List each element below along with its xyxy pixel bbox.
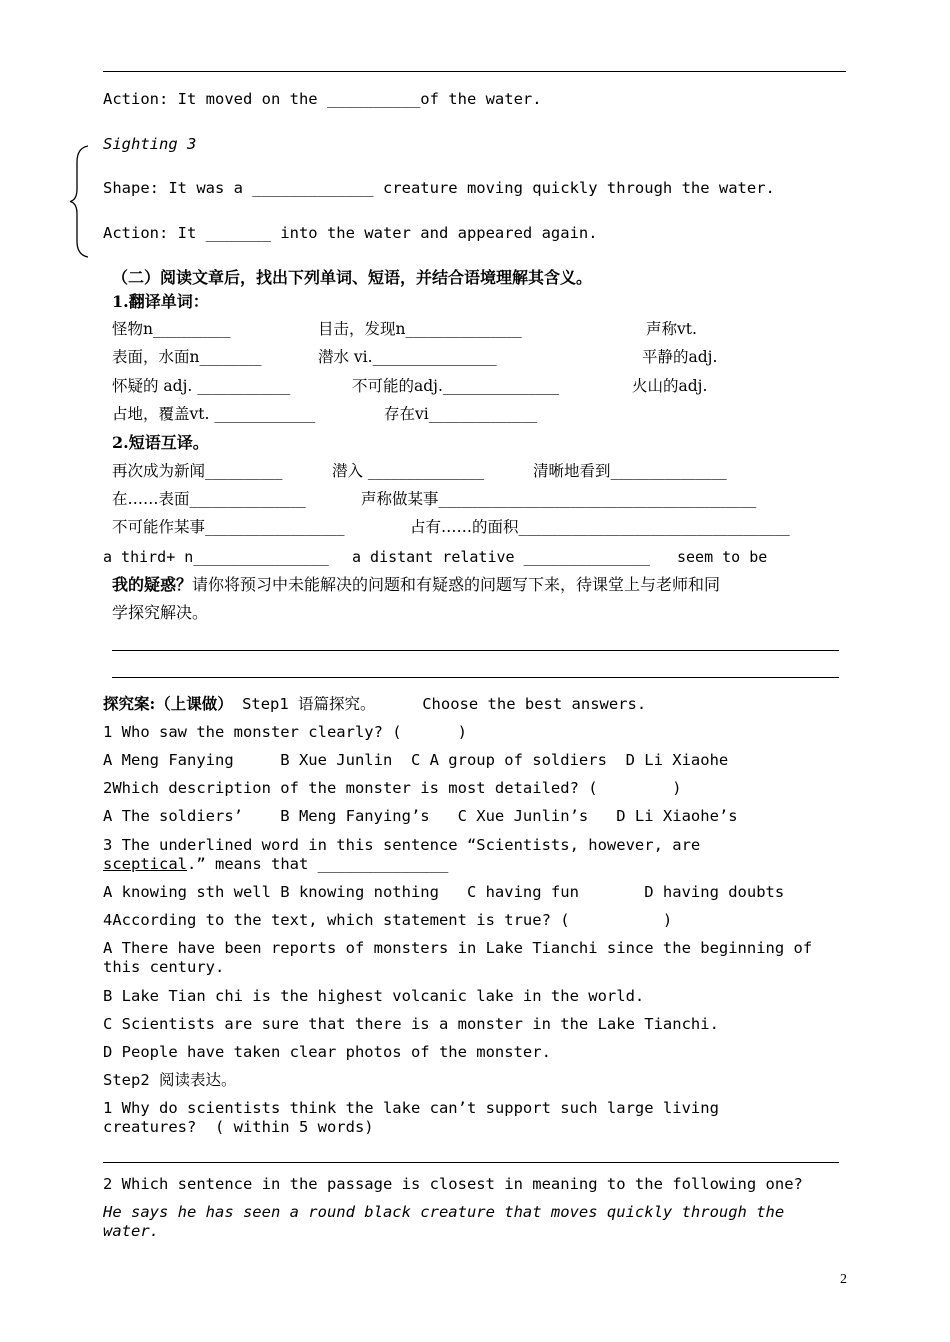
answer-rule <box>112 650 839 651</box>
phrase-cell: a third+ n_______________ <box>103 548 329 566</box>
question-3-line1: 3 The underlined word in this sentence “Scientists, however, are <box>103 836 701 854</box>
question-4-option-a: A There have been reports of monsters in Lake Tianchi since the beginning of <box>103 939 813 957</box>
question-2-options: A The soldiers’ B Meng Fanying’s C Xue Junlin’s D Li Xiaohe’s <box>103 807 738 825</box>
sighting3-title: Sighting 3 <box>103 135 197 153</box>
shape3-line: Shape: It was a _____________ creature moving quickly through the water. <box>103 179 775 197</box>
word-cell: 表面，水面n________ <box>112 348 262 366</box>
question-3-rest: .” means that ______________ <box>187 855 449 873</box>
top-rule <box>103 71 846 72</box>
doubt-bold: 我的疑惑？ <box>112 575 193 594</box>
words-title: 1.翻译单词： <box>112 292 209 311</box>
action3-line: Action: It _______ into the water and appeared again. <box>103 224 598 242</box>
phrase-cell: 在……表面_______________ <box>112 490 306 508</box>
phrase-cell: 声称做某事_________________________________________ <box>361 490 757 508</box>
word-cell: 声称vt. <box>646 320 697 338</box>
explore-heading-bold: 探究案:（上课做） <box>103 694 233 713</box>
question-4-option-a-cont: this century. <box>103 958 225 976</box>
doubt-line-2: 学探究解决。 <box>112 603 209 622</box>
part2-heading: （二）阅读文章后，找出下列单词、短语，并结合语境理解其含义。 <box>112 268 593 287</box>
step2-italic-sentence-cont: water. <box>103 1222 159 1240</box>
page-number: 2 <box>840 1272 847 1287</box>
word-cell: 目击，发现n_______________ <box>318 320 522 338</box>
question-3-line2 <box>103 854 448 874</box>
word-cell: 怪物n__________ <box>112 320 231 338</box>
phrase-cell: seem to be <box>677 548 768 566</box>
word-cell: 火山的adj. <box>632 377 708 395</box>
word-cell: 占地，覆盖vt. _____________ <box>112 405 316 423</box>
underlined-word: sceptical <box>103 855 187 873</box>
doubt-text: 请你将预习中未能解决的问题和有疑惑的问题写下来，待课堂上与老师和同 <box>192 575 721 594</box>
question-4-option-b: B Lake Tian chi is the highest volcanic lake in the world. <box>103 987 645 1005</box>
answer-rule <box>103 1162 839 1163</box>
step2-italic-sentence: He says he has seen a round black creature that moves quickly through the <box>103 1203 785 1221</box>
word-cell: 怀疑的 adj. ____________ <box>112 377 291 395</box>
question-4-option-d: D People have taken clear photos of the monster. <box>103 1043 551 1061</box>
answer-rule <box>112 677 839 678</box>
phrase-cell: 清晰地看到_______________ <box>533 462 727 480</box>
question-4: 4According to the text, which statement is true? ( ) <box>103 911 673 929</box>
question-2: 2Which description of the monster is most detailed? ( ) <box>103 779 682 797</box>
doubt-line <box>112 575 720 595</box>
phrase-cell: 不可能作某事__________________ <box>112 518 345 536</box>
step2-question-1: 1 Why do scientists think the lake can’t support such large living <box>103 1099 719 1117</box>
word-cell: 平静的adj. <box>642 348 718 366</box>
phrase-cell: a distant relative ______________ <box>352 548 651 566</box>
phrase-cell: 潜入 _______________ <box>332 462 485 480</box>
phrase-cell: 再次成为新闻__________ <box>112 462 283 480</box>
phrase-cell: 占有……的面积___________________________________ <box>410 518 790 536</box>
step2-heading: Step2 阅读表达。 <box>103 1071 237 1089</box>
step2-question-1-cont: creatures? ( within 5 words) <box>103 1118 374 1136</box>
step2-question-2: 2 Which sentence in the passage is closest in meaning to the following one? <box>103 1175 803 1193</box>
question-3-options: A knowing sth well B knowing nothing C having fun D having doubts <box>103 883 785 901</box>
question-1-options: A Meng Fanying B Xue Junlin C A group of soldiers D Li Xiaohe <box>103 751 729 769</box>
action2-line: Action: It moved on the __________of the water. <box>103 90 542 108</box>
brace-icon <box>68 144 90 259</box>
explore-heading <box>103 694 646 714</box>
word-cell: 潜水 vi.________________ <box>318 348 497 366</box>
word-cell: 不可能的adj._______________ <box>352 377 560 395</box>
explore-heading-rest: Step1 语篇探究。 Choose the best answers. <box>232 695 647 713</box>
question-4-option-c: C Scientists are sure that there is a monster in the Lake Tianchi. <box>103 1015 719 1033</box>
phrases-title: 2.短语互译。 <box>112 433 209 452</box>
word-cell: 存在vi______________ <box>384 405 538 423</box>
question-1: 1 Who saw the monster clearly? ( ) <box>103 723 467 741</box>
